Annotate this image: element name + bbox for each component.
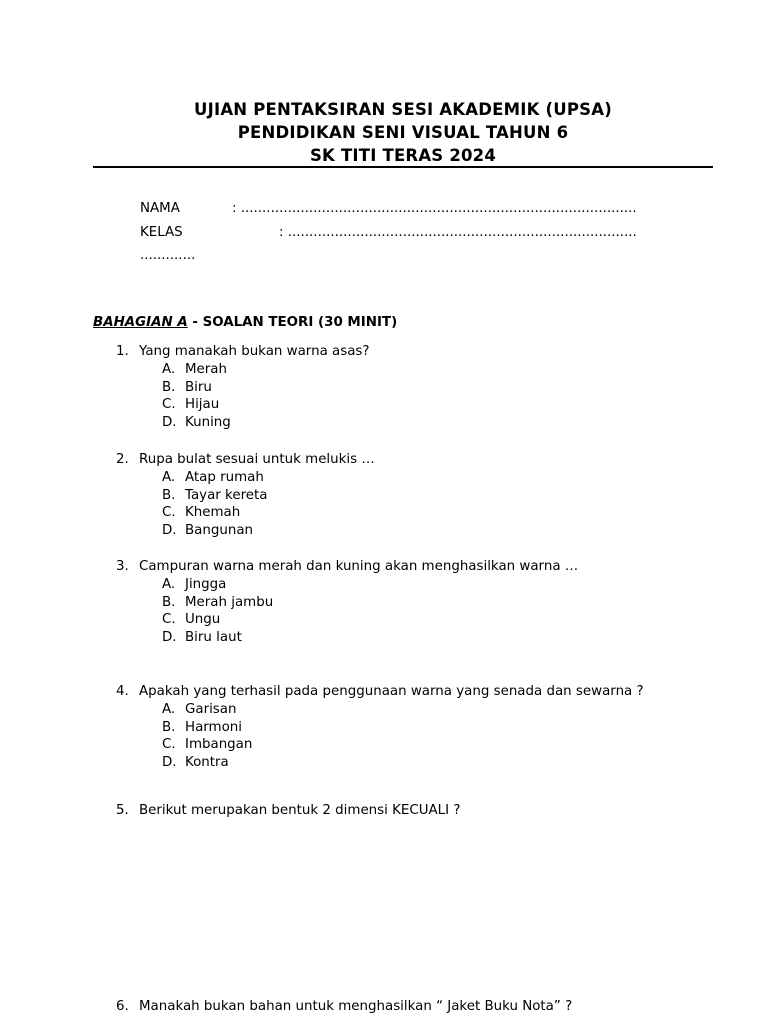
option-letter: B. [162,719,176,735]
option-letter: D. [162,630,177,646]
option-text: Ungu [185,612,221,628]
option-text: Tayar kereta [185,487,268,503]
option-text: Bangunan [185,523,254,539]
option-text: Kuning [185,415,231,431]
section-heading [93,314,397,332]
question-text: Yang manakah bukan warna asas? [139,344,370,359]
question-text: Manakah bukan bahan untuk menghasilkan “ Jaket Buku Nota” ? [139,999,573,1014]
question-number: 4. [116,684,129,699]
option-text: Garisan [185,701,237,717]
question-text: Rupa bulat sesuai untuk melukis … [139,452,375,467]
option-text: Kontra [185,755,229,771]
option-text: Merah jambu [185,594,274,610]
exam-title-line-2: PENDIDIKAN SENI VISUAL TAHUN 6 [237,123,569,142]
exam-title-line-1: UJIAN PENTAKSIRAN SESI AKADEMIK (UPSA) [194,100,612,119]
option-text: Harmoni [185,719,242,735]
nama-row [140,200,637,218]
option-letter: B. [162,487,176,503]
option-letter: B. [162,379,176,395]
option-letter: C. [162,737,176,753]
option-letter: A. [162,469,176,485]
question-text: Campuran warna merah dan kuning akan menghasilkan warna … [139,559,579,574]
option-text: Merah [185,361,227,377]
option-letter: C. [162,505,176,521]
option-letter: D. [162,415,177,431]
option-text: Jingga [185,576,227,592]
option-letter: A. [162,361,176,377]
option-text: Atap rumah [185,469,264,485]
question-number: 5. [116,803,129,818]
kelas-field-continuation[interactable]: ............. [140,248,196,263]
option-text: Biru laut [185,630,242,646]
kelas-continuation [140,247,195,265]
option-text: Imbangan [185,737,253,753]
section-title: - SOALAN TEORI (30 MINIT) [187,315,398,330]
option-text: Biru [185,379,212,395]
exam-header [0,98,768,167]
question-text: Berikut merupakan bentuk 2 dimensi KECUALI ? [139,803,461,818]
option-letter: A. [162,701,176,717]
option-letter: D. [162,523,177,539]
option-letter: A. [162,576,176,592]
nama-label: NAMA [140,201,180,216]
question-number: 2. [116,452,129,467]
option-letter: C. [162,612,176,628]
question-text: Apakah yang terhasil pada penggunaan warna yang senada dan sewarna ? [139,684,644,699]
question-number: 6. [116,999,129,1014]
header-divider [93,166,713,168]
kelas-field[interactable]: : .................................................................................. [279,225,637,240]
option-letter: C. [162,397,176,413]
option-text: Hijau [185,397,220,413]
exam-title-line-3: SK TITI TERAS 2024 [309,146,497,165]
question-number: 3. [116,559,129,574]
option-text: Khemah [185,505,241,521]
kelas-row [140,224,637,242]
question-number: 1. [116,344,129,359]
nama-field[interactable]: : ............................................................................................. [232,201,637,216]
section-part-label: BAHAGIAN A [93,315,188,330]
option-letter: D. [162,755,177,771]
kelas-label: KELAS [140,225,183,240]
option-letter: B. [162,594,176,610]
